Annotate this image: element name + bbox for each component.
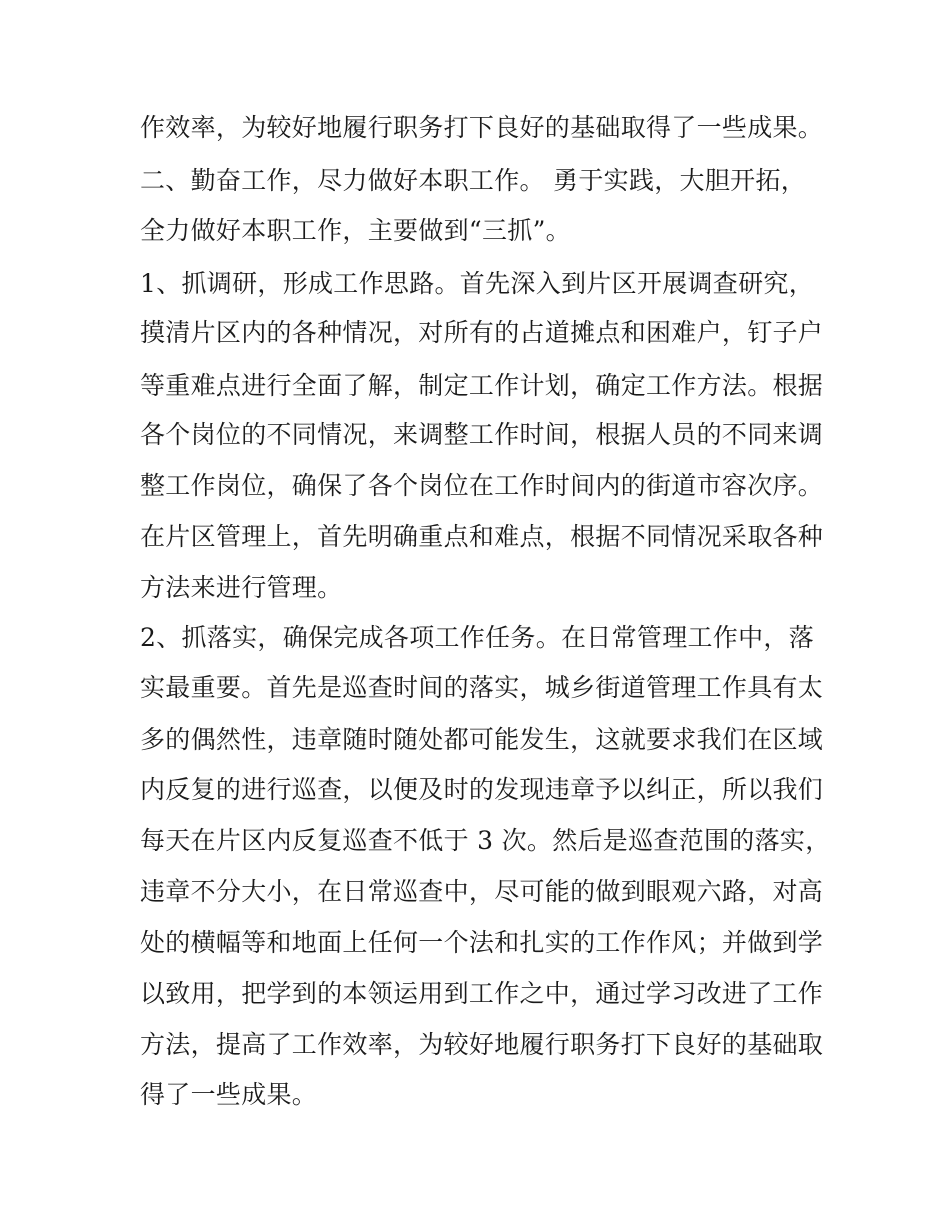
text-line: 处的横幅等和地面上任何一个法和扎实的工作作风；并做到学: [140, 928, 824, 957]
text-line: 作效率，为较好地履行职务打下良好的基础取得了一些成果。: [140, 113, 824, 142]
text-line: 全力做好本职工作，主要做到“三抓”。: [140, 216, 571, 245]
text-line: 每天在片区内反复巡查不低于 3 次。然后是巡查范围的落实，: [140, 826, 831, 855]
text-line: 方法，提高了工作效率，为较好地履行职务打下良好的基础取: [140, 1030, 824, 1059]
text-line: 摸清片区内的各种情况，对所有的占道摊点和困难户，钉子户: [140, 318, 824, 347]
text-line: 内反复的进行巡查，以便及时的发现违章予以纠正，所以我们: [140, 775, 824, 804]
text-line: 违章不分大小，在日常巡查中，尽可能的做到眼观六路，对高: [140, 877, 824, 906]
text-line: 各个岗位的不同情况，来调整工作时间，根据人员的不同来调: [140, 420, 824, 449]
text-line: 实最重要。首先是巡查时间的落实，城乡街道管理工作具有太: [140, 673, 824, 702]
text-line: 2、抓落实，确保完成各项工作任务。在日常管理工作中，落: [140, 623, 815, 652]
text-line: 得了一些成果。: [140, 1080, 318, 1109]
text-line: 方法来进行管理。: [140, 573, 343, 602]
text-line: 等重难点进行全面了解，制定工作计划，确定工作方法。根据: [140, 371, 824, 400]
text-line: 整工作岗位，确保了各个岗位在工作时间内的街道市容次序。: [140, 471, 824, 500]
text-line: 多的偶然性，违章随时随处都可能发生，这就要求我们在区域: [140, 725, 824, 754]
text-line: 以致用，把学到的本领运用到工作之中，通过学习改进了工作: [140, 979, 824, 1008]
text-line: 二、勤奋工作，尽力做好本职工作。 勇于实践，大胆开拓，: [140, 166, 807, 195]
text-line: 1、抓调研，形成工作思路。首先深入到片区开展调查研究，: [140, 269, 815, 298]
text-line: 在片区管理上，首先明确重点和难点，根据不同情况采取各种: [140, 522, 824, 551]
